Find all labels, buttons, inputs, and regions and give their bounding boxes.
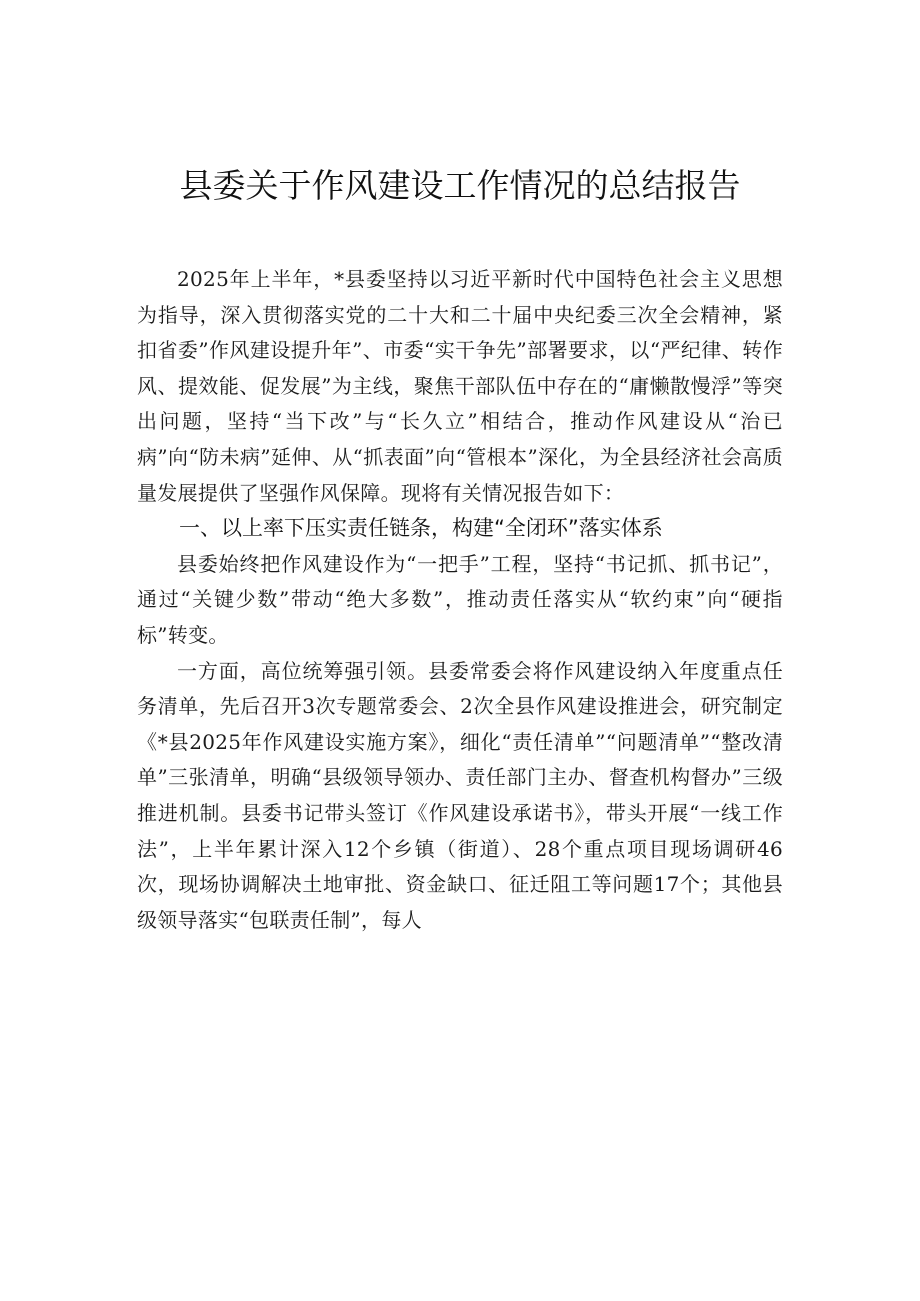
section-1-paragraph-1: 县委始终把作风建设作为“一把手”工程，坚持“书记抓、抓书记”，通过“关键少数”带动“绝大多数”，推动责任落实从“软约束”向“硬指标”转变。 (137, 551, 783, 647)
section-heading-1: 一、以上率下压实责任链条，构建“全闭环”落实体系 (179, 516, 663, 541)
document-title: 县委关于作风建设工作情况的总结报告 (179, 166, 741, 205)
intro-paragraph: 2025年上半年，*县委坚持以习近平新时代中国特色社会主义思想为指导，深入贯彻落实党的二十大和二十届中央纪委三次全会精神，紧扣省委”作风建设提升年”、市委“实干争先”部署要求，以“严纪律、转作风、提效能、促发展”为主线，聚焦干部队伍中存在的“庸懒散慢浮”等突出问题，坚持“当下改”与“长久立”相结合，推动作风建设从“治已病”向“防未病”延伸、从“抓表面”向“管根本”深化，为全县经济社会高质量发展提供了坚强作风保障。现将有关情况报告如下： (137, 267, 783, 505)
document-body (137, 262, 783, 938)
section-1-paragraph-2: 一方面，高位统筹强引领。县委常委会将作风建设纳入年度重点任务清单，先后召开3次专题常委会、2次全县作风建设推进会，研究制定《*县2025年作风建设实施方案》，细化“责任清单”“问题清单”“整改清单”三张清单，明确“县级领导领办、责任部门主办、督查机构督办”三级推进机制。县委书记带头签订《作风建设承诺书》，带头开展“一线工作法”，上半年累计深入12个乡镇（街道）、28个重点项目现场调研46次，现场协调解决土地审批、资金缺口、征迁阻工等问题17个；其他县级领导落实“包联责任制”，每人 (137, 658, 783, 932)
